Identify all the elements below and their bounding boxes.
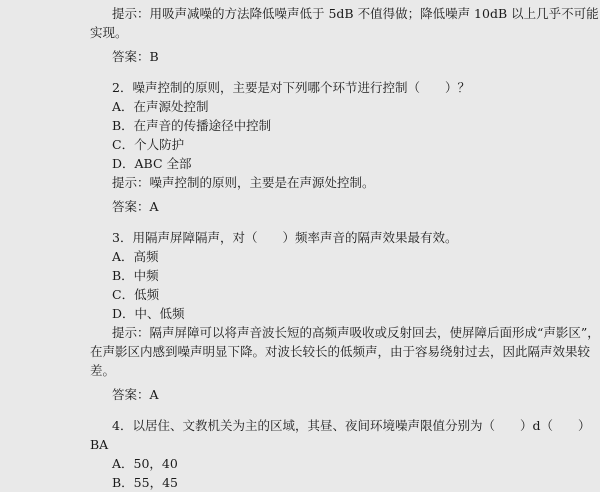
q2-option-a: A．在声源处控制 [112, 99, 209, 114]
q2-option-c: C．个人防护 [112, 137, 185, 152]
q2-question: 2．噪声控制的原则，主要是对下列哪个环节进行控制（ ）？ [112, 80, 470, 95]
q4-option-a: A．50，40 [112, 456, 178, 471]
q3-hint-line-3: 差。 [90, 363, 116, 378]
q4-question: 4．以居住、文教机关为主的区域，其昼、夜间环境噪声限值分别为（ ）d（ ） [112, 418, 591, 433]
q1-hint-line-2: 实现。 [90, 25, 128, 40]
q3-question: 3．用隔声屏障隔声，对（ ）频率声音的隔声效果最有效。 [112, 230, 458, 245]
q3-option-b: B．中频 [112, 268, 159, 283]
q3-hint-line-1: 提示：隔声屏障可以将声音波长短的高频声吸收或反射回去，使屏障后面形成“声影区”， [112, 325, 600, 340]
q3-option-d: D．中、低频 [112, 306, 185, 321]
q1-hint-line-1: 提示：用吸声减噪的方法降低噪声低于 5dB 不值得做；降低噪声 10dB 以上几乎不可能 [112, 6, 599, 21]
q2-option-d: D．ABC 全部 [112, 156, 192, 171]
q3-option-a: A．高频 [112, 249, 159, 264]
q3-hint-line-2: 在声影区内感到噪声明显下降。对波长较长的低频声，由于容易绕射过去，因此隔声效果较 [90, 344, 591, 359]
q3-answer: 答案：A [112, 387, 159, 402]
q2-option-b: B．在声音的传播途径中控制 [112, 118, 272, 133]
q4-option-b: B．55，45 [112, 475, 178, 490]
q2-answer: 答案：A [112, 199, 159, 214]
q1-answer: 答案：B [112, 49, 159, 64]
q2-hint: 提示：噪声控制的原则，主要是在声源处控制。 [112, 175, 375, 190]
q3-option-c: C．低频 [112, 287, 160, 302]
q4-question-continued: BA [90, 437, 109, 452]
